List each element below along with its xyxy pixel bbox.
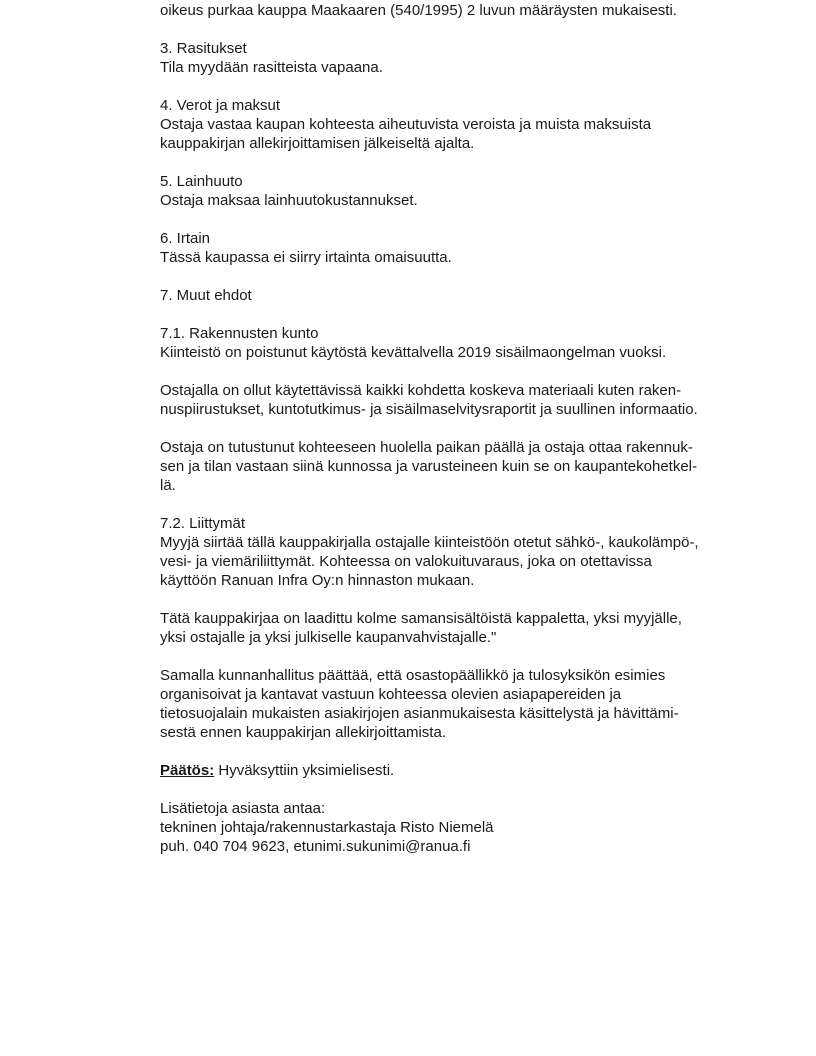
paragraph-section-4: 4. Verot ja maksut Ostaja vastaa kaupan kohteesta aiheutuvista veroista ja muista maksuista kauppakirjan allekirjoittamisen jälkeiseltä ajalta. [160, 97, 652, 152]
paragraph-copies-clause: Tätä kauppakirjaa on laadittu kolme samansisältöistä kappaletta, yksi myyjälle, yksi ostajalle ja yksi julkiselle kaupanvahvistajalle." [160, 610, 682, 646]
paragraph-decision: Päätös: Hyväksyttiin yksimielisesti. [160, 762, 395, 779]
paragraph-contact-info: Lisätietoja asiasta antaa: tekninen johtaja/rakennustarkastaja Risto Niemelä puh. 040 704 9623, etunimi.sukunimi@ranua.fi [160, 800, 494, 855]
paragraph-intro-continuation: oikeus purkaa kauppa Maakaaren (540/1995) 2 luvun määräysten mukaisesti. [160, 2, 677, 19]
paragraph-section-7-1: 7.1. Rakennusten kunto Kiinteistö on poistunut käytöstä kevättalvella 2019 sisäilmaongelman vuoksi. [160, 325, 667, 361]
decision-label: Päätös: [160, 762, 215, 779]
paragraph-section-7-2: 7.2. Liittymät Myyjä siirtää tällä kauppakirjalla ostajalle kiinteistöön otetut sähkö-, kaukolämpö-, vesi- ja viemäriliittymät. Kohteessa on valokuituvaraus, joka on otettavissa käyttöön Ranuan Infra Oy:n hinnaston mukaan. [160, 515, 699, 589]
paragraph-section-7: 7. Muut ehdot [160, 287, 252, 304]
paragraph-section-5: 5. Lainhuuto Ostaja maksaa lainhuutokustannukset. [160, 173, 418, 209]
paragraph-section-3: 3. Rasitukset Tila myydään rasitteista vapaana. [160, 40, 383, 76]
paragraph-section-6: 6. Irtain Tässä kaupassa ei siirry irtainta omaisuutta. [160, 230, 452, 266]
paragraph-section-7-1-para-3: Ostaja on tutustunut kohteeseen huolella paikan päällä ja ostaja ottaa rakennuk- sen ja tilan vastaan siinä kunnossa ja varusteineen kuin se on kaupantekohetkel- lä. [160, 439, 698, 494]
document-content [160, 1, 740, 875]
paragraph-data-protection-clause: Samalla kunnanhallitus päättää, että osastopäällikkö ja tulosyksikön esimies organisoivat ja kantavat vastuun kohteessa olevien asiapapereiden ja tietosuojalain mukaisten asiakirjojen asianmukaisesta käsittelystä ja hävittämi- sestä ennen kauppakirjan allekirjoittamista. [160, 667, 679, 741]
paragraph-section-7-1-para-2: Ostajalla on ollut käytettävissä kaikki kohdetta koskeva materiaali kuten raken- nuspiirustukset, kuntotutkimus- ja sisäilmaselvitysraportit ja suullinen informaatio. [160, 382, 698, 418]
